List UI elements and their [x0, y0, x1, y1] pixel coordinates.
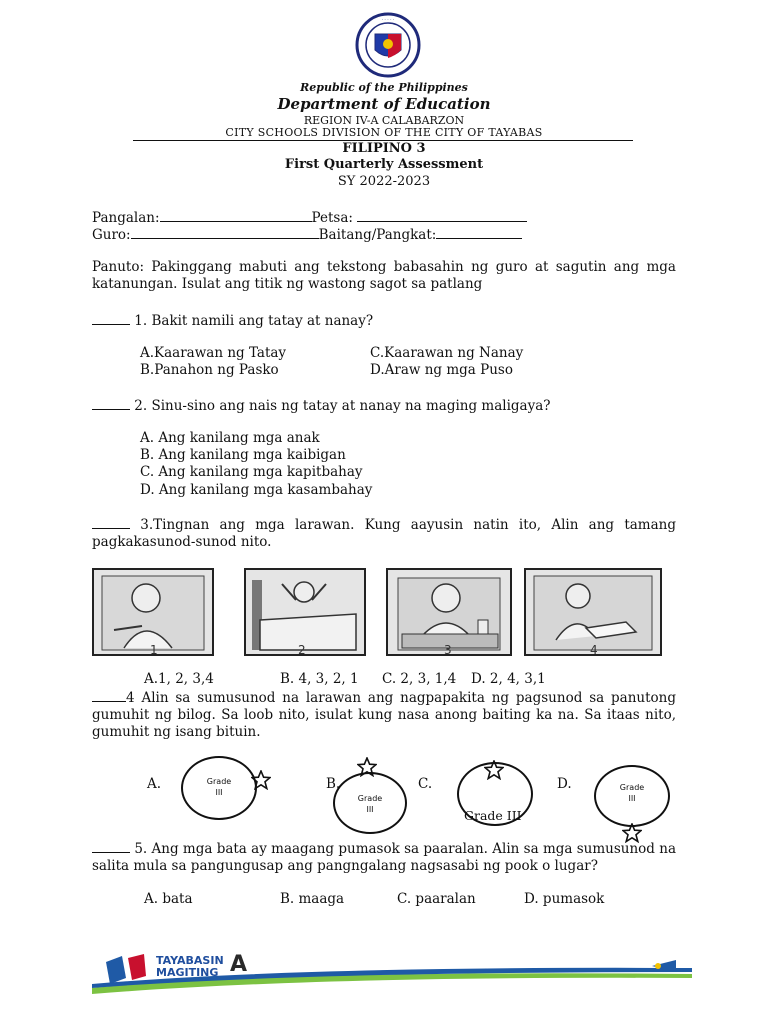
q5-option-b: B. maaga [280, 891, 345, 907]
form-row-1 [92, 209, 527, 226]
subject-title: FILIPINO 3 [342, 141, 426, 156]
question-4-text: 4 Alin sa sumusunod na larawan ang nagpapakita ng pagsunod sa panutong gumuhit ng bilog. Sa loob nito, isulat kung nasa anong baiting ka na. Sa itaas nito, gumuhit ng isang bituin. [92, 690, 676, 740]
q1-option-b: B.Panahon ng Pasko [140, 362, 279, 378]
picture-3-label: 3 [444, 643, 452, 657]
question-3-text: 3.Tingnan ang mga larawan. Kung aayusin natin ito, Alin ang tamang pagkakasunod-sunod nito. [92, 517, 676, 550]
q2-option-c: C. Ang kanilang mga kapitbahay [140, 464, 363, 480]
answer-blank-2[interactable] [92, 397, 130, 410]
department-title: Department of Education [277, 95, 491, 113]
q1-option-d: D.Araw ng mga Puso [370, 362, 513, 378]
grade-section-field[interactable] [436, 226, 522, 239]
boy-waking-icon [246, 570, 364, 654]
answer-blank-3[interactable] [92, 516, 130, 529]
question-5 [92, 840, 676, 875]
girl-eating-icon [388, 570, 510, 654]
circle-b [333, 772, 407, 834]
instructions: Panuto: Pakinggang mabuti ang tekstong babasahin ng guro at sagutin ang mga katanungan. Isulat ang titik ng wastong sagot sa patlang [92, 259, 676, 292]
svg-text:· · · · ·: · · · · · [381, 18, 395, 23]
region-line: REGION IV-A CALABARZON [303, 114, 465, 127]
q4-option-d: D. [557, 776, 572, 792]
footer-logo-line-2: MAGITING [156, 966, 219, 979]
circle-d-level: III [628, 794, 636, 803]
q5-option-a: A. bata [144, 891, 193, 907]
question-3 [92, 516, 676, 551]
question-1-text: 1. Bakit namili ang tatay at nanay? [134, 313, 374, 329]
circle-a-grade: Grade [206, 777, 232, 786]
republic-line: Republic of the Philippines [300, 81, 468, 94]
q2-option-d: D. Ang kanilang mga kasambahay [140, 482, 373, 498]
circle-b-grade: Grade [357, 794, 383, 803]
q3-option-d: D. 2, 4, 3,1 [471, 671, 546, 687]
q1-option-c: C.Kaarawan ng Nanay [370, 345, 524, 361]
form-row-2 [92, 226, 522, 243]
date-field[interactable] [357, 209, 527, 222]
school-year: SY 2022-2023 [337, 174, 431, 189]
q3-option-c: C. 2, 3, 1,4 [382, 671, 457, 687]
question-4 [92, 689, 676, 741]
girl-reading-icon [526, 570, 660, 654]
teacher-field[interactable] [131, 226, 319, 239]
name-field[interactable] [160, 209, 312, 222]
star-icon [357, 757, 377, 781]
q3-option-b: B. 4, 3, 2, 1 [280, 671, 359, 687]
q4-option-b: B. [326, 776, 341, 792]
q1-option-a: A.Kaarawan ng Tatay [140, 345, 287, 361]
circle-d-grade: Grade [619, 783, 645, 792]
teacher-label: Guro: [92, 227, 131, 243]
q2-option-b: B. Ang kanilang mga kaibigan [140, 447, 346, 463]
grade-section-label: Baitang/Pangkat: [318, 227, 437, 243]
question-5-text: 5. Ang mga bata ay maagang pumasok sa paaralan. Alin sa mga sumusunod na salita mula sa pangungusap ang pangngalang nagsasabi ng pook o lugar? [92, 841, 676, 874]
q5-option-c: C. paaralan [397, 891, 476, 907]
deped-seal [355, 12, 421, 78]
q5-option-d: D. pumasok [524, 891, 605, 907]
boy-brushing-icon [94, 570, 212, 654]
circle-b-level: III [366, 805, 374, 814]
question-2 [92, 397, 551, 414]
circle-a-level: III [215, 788, 223, 797]
question-2-text: 2. Sinu-sino ang nais ng tatay at nanay na maging maligaya? [134, 398, 551, 414]
name-label: Pangalan: [92, 210, 160, 226]
star-icon [251, 770, 271, 794]
picture-4-label: 4 [590, 643, 598, 657]
question-1 [92, 312, 373, 329]
division-line: CITY SCHOOLS DIVISION OF THE CITY OF TAYABAS [225, 126, 543, 139]
answer-blank-4[interactable] [92, 689, 126, 702]
q4-option-a: A. [147, 776, 162, 792]
date-label: Petsa: [311, 210, 353, 226]
answer-blank-1[interactable] [92, 312, 130, 325]
q3-option-a: A.1, 2, 3,4 [144, 671, 214, 687]
q2-option-a: A. Ang kanilang mga anak [140, 430, 320, 446]
star-icon [484, 760, 504, 784]
assessment-title: First Quarterly Assessment [284, 157, 484, 172]
answer-blank-5[interactable] [92, 840, 130, 853]
picture-1-label: 1 [150, 643, 158, 657]
footer-logo-line-1: TAYABASIN [156, 954, 224, 967]
footer-logo-letter: A [230, 952, 248, 977]
circle-c-caption: Grade III [464, 808, 522, 823]
q4-option-c: C. [418, 776, 433, 792]
picture-2-label: 2 [298, 643, 306, 657]
